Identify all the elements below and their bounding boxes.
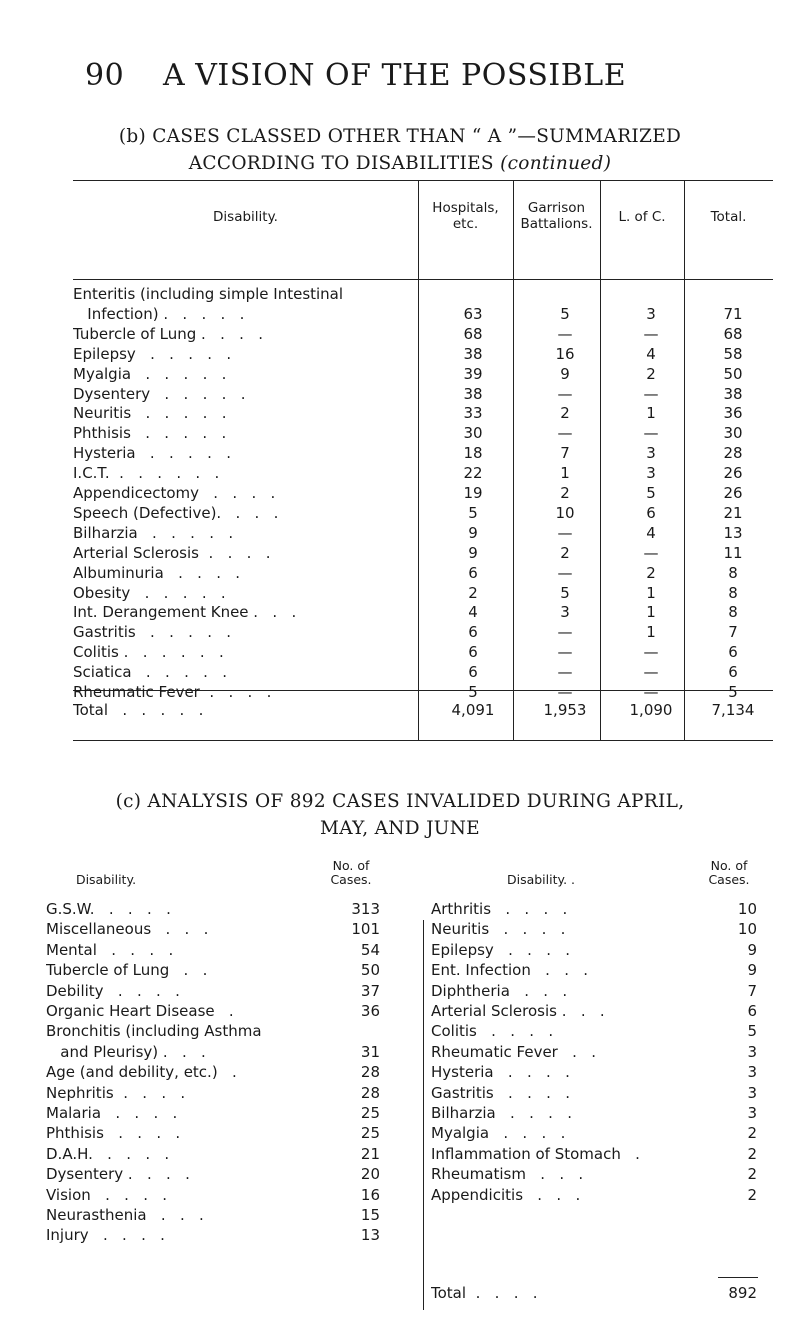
cell-total: 13: [723, 523, 743, 542]
cell-hospitals: 38: [463, 384, 483, 403]
cell-garrison: —: [557, 643, 573, 662]
cell-loc: 2: [646, 563, 656, 582]
table-row: [73, 305, 773, 324]
item-cases: 20: [360, 1165, 380, 1184]
c-total-value: 892: [728, 1284, 757, 1302]
cell-hospitals: 5: [468, 503, 478, 522]
list-item: [431, 960, 761, 981]
table-row: [73, 464, 773, 483]
item-cases: 28: [360, 1083, 380, 1102]
c-header-disability-left: Disability.: [75, 872, 137, 887]
list-item: [46, 981, 416, 1002]
item-cases: 54: [360, 940, 380, 959]
item-label: Diphtheria . . .: [431, 981, 568, 1000]
section-c-caption-line2: MAY, AND JUNE: [319, 818, 480, 839]
cell-loc: —: [643, 324, 659, 343]
cell-total: 50: [723, 364, 743, 383]
table-row: [73, 325, 773, 344]
cell-garrison: 3: [560, 603, 570, 622]
list-item: [431, 1062, 761, 1083]
item-cases: 50: [360, 961, 380, 980]
invalided-analysis-table: [46, 845, 762, 1315]
row-label: Sciatica . . . . .: [73, 663, 227, 682]
item-cases: 36: [360, 1002, 380, 1020]
table-row: [73, 544, 773, 563]
item-cases: 101: [351, 920, 380, 939]
cell-hospitals: 6: [468, 623, 478, 642]
list-item: [46, 1103, 416, 1124]
cell-total: 21: [723, 503, 743, 522]
item-cases: 7: [747, 981, 757, 1000]
list-item: [431, 1185, 761, 1206]
cell-loc: 1: [646, 623, 656, 642]
item-label: Rheumatism . . .: [431, 1165, 584, 1184]
item-label: Neurasthenia . . .: [46, 1206, 204, 1224]
item-cases: 313: [351, 900, 380, 918]
cell-hospitals: 4: [468, 603, 478, 622]
item-label: Rheumatic Fever . .: [431, 1042, 596, 1061]
table-row: [73, 564, 773, 583]
cell-total: 8: [728, 583, 738, 602]
item-cases: 3: [747, 1104, 757, 1122]
item-cases: 25: [360, 1124, 380, 1143]
cell-hospitals: 2: [468, 583, 478, 602]
cell-garrison: 10: [555, 503, 575, 522]
list-item: [46, 1144, 416, 1165]
table-row: [73, 504, 773, 523]
row-label: Phthisis . . . . .: [73, 424, 227, 443]
item-label: D.A.H. . . . .: [46, 1144, 170, 1163]
cell-total: 71: [723, 304, 743, 323]
item-cases: 10: [737, 920, 757, 939]
cell-loc: 4: [646, 523, 656, 542]
table-row: [73, 683, 773, 702]
total-hospitals: 4,091: [451, 701, 495, 719]
list-item: [46, 1164, 416, 1185]
row-label: Int. Derangement Knee . . .: [73, 603, 297, 622]
cell-garrison: 2: [560, 484, 570, 502]
item-label: Myalgia . . . .: [431, 1124, 566, 1143]
list-item: [431, 1123, 761, 1144]
cell-hospitals: 30: [463, 424, 483, 443]
row-label: Epilepsy . . . . .: [73, 344, 232, 363]
cell-hospitals: 68: [463, 324, 483, 343]
cell-hospitals: 19: [463, 484, 483, 502]
cell-total: 8: [728, 563, 738, 582]
item-cases: 28: [360, 1063, 380, 1082]
cell-loc: —: [643, 683, 659, 701]
cell-total: 58: [723, 344, 743, 363]
row-label: Obesity . . . . .: [73, 583, 226, 602]
table-row: [73, 444, 773, 463]
cell-total: 11: [723, 543, 743, 562]
item-label: Arterial Sclerosis . . .: [431, 1002, 605, 1020]
row-label: Arterial Sclerosis . . . .: [73, 543, 271, 562]
cell-garrison: —: [557, 384, 573, 403]
cell-hospitals: 22: [463, 464, 483, 483]
page-header: [85, 58, 626, 93]
section-b-caption-line2: [0, 150, 800, 177]
row-label: Dysentery . . . . .: [73, 384, 246, 403]
list-item: [46, 899, 416, 920]
row-label: Myalgia . . . . .: [73, 364, 227, 383]
item-cases: 21: [360, 1144, 380, 1163]
page-number: 90: [85, 58, 125, 93]
item-label: Epilepsy . . . .: [431, 940, 571, 959]
item-cases: 6: [747, 1002, 757, 1020]
total-rule-c: [718, 1277, 758, 1278]
table-row: [73, 404, 773, 423]
section-c-caption: [0, 788, 800, 842]
cell-garrison: 9: [560, 364, 570, 383]
list-item: [46, 1062, 416, 1083]
cell-loc: 2: [646, 364, 656, 383]
item-label: Colitis . . . .: [431, 1022, 554, 1041]
cell-total: 38: [723, 384, 743, 403]
section-b-caption-main: ACCORDING TO DISABILITIES: [188, 153, 494, 174]
item-label: Debility . . . .: [46, 981, 180, 1000]
item-cases: 31: [360, 1042, 380, 1061]
list-item: [431, 981, 761, 1002]
list-item: [46, 940, 416, 961]
item-cases: 10: [737, 900, 757, 918]
list-item: [431, 940, 761, 961]
cell-garrison: 2: [560, 404, 570, 423]
cell-total: 68: [723, 324, 743, 343]
table-row: [73, 603, 773, 622]
cell-loc: 6: [646, 503, 656, 522]
list-item: [431, 1144, 761, 1165]
item-label: Gastritis . . . .: [431, 1083, 570, 1102]
cell-garrison: 5: [560, 583, 570, 602]
cell-loc: —: [643, 543, 659, 562]
row-label: Neuritis . . . . .: [73, 404, 227, 423]
item-cases: 2: [747, 1124, 757, 1143]
cell-garrison: 5: [560, 304, 570, 323]
item-label: and Pleurisy) . . .: [46, 1042, 206, 1061]
item-label: Arthritis . . . .: [431, 900, 568, 918]
item-cases: 9: [747, 940, 757, 959]
table-row: [73, 424, 773, 443]
row-label: I.C.T. . . . . . .: [73, 464, 220, 483]
cell-loc: 4: [646, 344, 656, 363]
cell-loc: 3: [646, 444, 656, 463]
row-label: Rheumatic Fever . . . .: [73, 683, 272, 701]
header-rule-left: [73, 279, 773, 280]
table-row: [73, 365, 773, 384]
disabilities-table: [73, 180, 773, 742]
c-total-label: Total . . . .: [431, 1284, 538, 1302]
row-label: Infection) . . . . .: [73, 304, 245, 323]
cell-loc: 5: [646, 484, 656, 502]
list-item: [431, 919, 761, 940]
cell-total: 30: [723, 424, 743, 443]
cell-hospitals: 18: [463, 444, 483, 463]
table-row: [73, 285, 773, 304]
cell-hospitals: 6: [468, 663, 478, 682]
item-label: Vision . . . .: [46, 1185, 168, 1204]
cell-garrison: —: [557, 683, 573, 701]
list-item: [431, 899, 761, 920]
cell-loc: 1: [646, 603, 656, 622]
row-label: Hysteria . . . . .: [73, 444, 231, 463]
item-cases: 2: [747, 1144, 757, 1163]
cell-garrison: 16: [555, 344, 575, 363]
table-top-rule: [73, 180, 773, 181]
cell-total: 8: [728, 603, 738, 622]
cell-garrison: 2: [560, 543, 570, 562]
list-item: [431, 1083, 761, 1104]
cell-garrison: 1: [560, 464, 570, 483]
total-total: 7,134: [711, 701, 755, 719]
cell-hospitals: 39: [463, 364, 483, 383]
cell-garrison: 7: [560, 444, 570, 463]
c-total-row: [431, 1283, 761, 1304]
list-item: [46, 1021, 416, 1042]
table-row: [73, 584, 773, 603]
section-c-caption-line1: (c) ANALYSIS OF 892 CASES INVALIDED DURING APRIL,: [115, 791, 685, 812]
cell-loc: —: [643, 663, 659, 682]
item-cases: 9: [747, 961, 757, 980]
cell-loc: 3: [646, 464, 656, 483]
list-item: [46, 1225, 416, 1246]
cell-hospitals: 5: [468, 683, 478, 701]
cell-total: 6: [728, 643, 738, 662]
item-label: Mental . . . .: [46, 940, 174, 959]
item-cases: 13: [360, 1226, 380, 1245]
cell-total: 36: [723, 404, 743, 423]
list-item: [46, 1185, 416, 1206]
list-item: [46, 1083, 416, 1104]
cell-garrison: —: [557, 623, 573, 642]
list-item: [431, 1103, 761, 1124]
c-header-cases-left: No. of Cases.: [330, 858, 372, 887]
cell-hospitals: 33: [463, 404, 483, 423]
cell-total: 6: [728, 663, 738, 682]
row-label: Gastritis . . . . .: [73, 623, 232, 642]
total-loc: 1,090: [629, 701, 673, 719]
row-label: Bilharzia . . . . .: [73, 523, 234, 542]
item-cases: 3: [747, 1063, 757, 1082]
item-label: Age (and debility, etc.) .: [46, 1063, 237, 1082]
cell-garrison: —: [557, 663, 573, 682]
section-b-caption: [0, 123, 800, 177]
item-cases: 3: [747, 1042, 757, 1061]
row-label: Appendicectomy . . . .: [73, 484, 276, 502]
row-label: Enteritis (including simple Intestinal: [73, 285, 344, 303]
cell-loc: —: [643, 424, 659, 443]
cell-total: 28: [723, 444, 743, 463]
c-header-disability-right: Disability. .: [506, 872, 576, 887]
cell-total: 5: [728, 683, 738, 701]
table-row: [73, 663, 773, 682]
item-cases: 2: [747, 1185, 757, 1204]
section-b-caption-line1: (b) CASES CLASSED OTHER THAN “ A ”—SUMMARIZED: [118, 126, 682, 147]
header-total: Total.: [710, 209, 747, 225]
list-item: [46, 1123, 416, 1144]
c-header-cases-right: No. of Cases.: [708, 858, 750, 887]
table-row: [73, 345, 773, 364]
column-divider: [423, 920, 424, 1310]
cell-total: 26: [723, 484, 743, 502]
cell-hospitals: 6: [468, 643, 478, 662]
item-label: Neuritis . . . .: [431, 920, 566, 939]
item-label: Organic Heart Disease .: [46, 1002, 234, 1020]
item-label: Appendicitis . . .: [431, 1185, 581, 1204]
item-label: Tubercle of Lung . .: [46, 961, 208, 980]
list-item: [46, 1001, 416, 1022]
table-row: [73, 623, 773, 642]
cell-garrison: —: [557, 523, 573, 542]
header-loc: L. of C.: [618, 209, 666, 225]
table-row: [73, 385, 773, 404]
cell-hospitals: 9: [468, 543, 478, 562]
cell-loc: —: [643, 643, 659, 662]
section-b-caption-note: (continued): [500, 153, 612, 174]
item-label: Malaria . . . .: [46, 1104, 178, 1122]
list-item: [431, 1164, 761, 1185]
item-cases: 15: [360, 1206, 380, 1224]
row-label: Colitis . . . . . .: [73, 643, 224, 662]
row-label: Speech (Defective). . . .: [73, 503, 279, 522]
list-item: [431, 1001, 761, 1022]
cell-loc: —: [643, 384, 659, 403]
item-label: Injury . . . .: [46, 1226, 165, 1245]
list-item: [431, 1042, 761, 1063]
header-garrison: Garrison Battalions.: [520, 200, 593, 232]
cell-garrison: —: [557, 424, 573, 443]
cell-total: 7: [728, 623, 738, 642]
table-row: [73, 524, 773, 543]
item-cases: 3: [747, 1083, 757, 1102]
cell-total: 26: [723, 464, 743, 483]
list-item: [46, 1042, 416, 1063]
item-label: Bilharzia . . . .: [431, 1104, 573, 1122]
cell-garrison: —: [557, 563, 573, 582]
table-row: [73, 484, 773, 503]
list-item: [46, 919, 416, 940]
cell-loc: 3: [646, 304, 656, 323]
item-label: Dysentery . . . .: [46, 1165, 190, 1184]
cell-garrison: —: [557, 324, 573, 343]
running-title: A VISION OF THE POSSIBLE: [163, 58, 627, 93]
cell-hospitals: 38: [463, 344, 483, 363]
table-row: [73, 643, 773, 662]
item-cases: 37: [360, 981, 380, 1000]
header-hospitals: Hospitals, etc.: [432, 200, 499, 232]
total-row: [73, 701, 773, 720]
item-label: Bronchitis (including Asthma: [46, 1022, 262, 1041]
cell-hospitals: 63: [463, 304, 483, 323]
item-label: Miscellaneous . . .: [46, 920, 209, 939]
item-label: Inflammation of Stomach .: [431, 1144, 640, 1163]
cell-hospitals: 6: [468, 563, 478, 582]
total-garrison: 1,953: [543, 701, 587, 719]
item-cases: 25: [360, 1104, 380, 1122]
list-item: [46, 1205, 416, 1226]
item-label: Phthisis . . . .: [46, 1124, 181, 1143]
list-item: [431, 1021, 761, 1042]
item-cases: 5: [747, 1022, 757, 1041]
item-cases: 16: [360, 1185, 380, 1204]
cell-loc: 1: [646, 583, 656, 602]
item-label: Hysteria . . . .: [431, 1063, 570, 1082]
table-bottom-rule: [73, 740, 773, 741]
cell-hospitals: 9: [468, 523, 478, 542]
cell-loc: 1: [646, 404, 656, 423]
item-label: Ent. Infection . . .: [431, 961, 589, 980]
total-label: Total . . . . .: [73, 701, 204, 719]
header-disability: Disability.: [213, 209, 278, 225]
row-label: Albuminuria . . . .: [73, 563, 241, 582]
item-label: G.S.W. . . . .: [46, 900, 171, 918]
row-label: Tubercle of Lung . . . .: [73, 324, 263, 343]
item-label: Nephritis . . . .: [46, 1083, 186, 1102]
item-cases: 2: [747, 1165, 757, 1184]
list-item: [46, 960, 416, 981]
